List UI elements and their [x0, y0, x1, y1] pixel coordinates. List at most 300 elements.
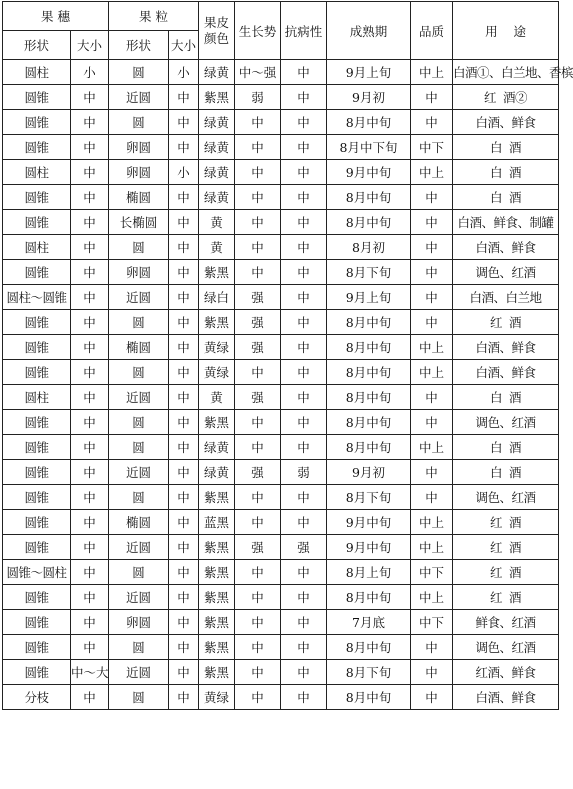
- cell-skin-color: 黄绿: [199, 360, 235, 385]
- cell-spike-shape: 圆锥: [3, 510, 71, 535]
- cell-spike-shape: 圆锥: [3, 335, 71, 360]
- cell-maturity: 8月下旬: [327, 485, 411, 510]
- header-berry: 果 粒: [109, 2, 199, 31]
- grape-variety-table: [2, 1, 573, 710]
- cell-vigor: 中: [235, 635, 281, 660]
- header-spike-shape: 形状: [3, 31, 71, 60]
- cell-quality: 中: [411, 635, 453, 660]
- table-body: [3, 60, 573, 710]
- header-spike-size: 大小: [71, 31, 109, 60]
- cell-skin-color: 绿黄: [199, 135, 235, 160]
- cell-maturity: 8月中旬: [327, 185, 411, 210]
- table-row: [3, 310, 559, 335]
- cell-disease-resistance: 中: [281, 560, 327, 585]
- cell-quality: 中上: [411, 510, 453, 535]
- cell-use: 红 酒: [453, 560, 559, 585]
- cell-maturity: 8月中旬: [327, 210, 411, 235]
- cell-spike-size: 中: [71, 260, 109, 285]
- cell-berry-shape: 椭圆: [109, 185, 169, 210]
- cell-berry-size: 中: [169, 135, 199, 160]
- cell-spike-shape: 圆柱～圆锥: [3, 285, 71, 310]
- cell-disease-resistance: 中: [281, 585, 327, 610]
- table-row: [3, 460, 559, 485]
- cell-skin-color: 紫黑: [199, 660, 235, 685]
- cell-vigor: 强: [235, 285, 281, 310]
- cell-quality: 中上: [411, 585, 453, 610]
- cell-disease-resistance: 中: [281, 410, 327, 435]
- cell-skin-color: 紫黑: [199, 310, 235, 335]
- cell-spike-size: 中: [71, 535, 109, 560]
- cell-use: 调色、红酒: [453, 410, 559, 435]
- cell-berry-size: 中: [169, 110, 199, 135]
- table-row: [3, 85, 559, 110]
- cell-disease-resistance: 中: [281, 385, 327, 410]
- cell-berry-size: 中: [169, 460, 199, 485]
- table-row: [3, 635, 559, 660]
- cell-spike-size: 中: [71, 560, 109, 585]
- cell-berry-size: 中: [169, 260, 199, 285]
- cell-use: 调色、红酒: [453, 635, 559, 660]
- cell-disease-resistance: 强: [281, 535, 327, 560]
- cell-skin-color: 绿黄: [199, 110, 235, 135]
- table-row: [3, 335, 559, 360]
- cell-spike-shape: 圆锥: [3, 135, 71, 160]
- cell-vigor: 中: [235, 360, 281, 385]
- table-row: [3, 110, 559, 135]
- cell-spike-shape: 圆锥～圆柱: [3, 560, 71, 585]
- cell-berry-shape: 椭圆: [109, 335, 169, 360]
- cell-disease-resistance: 中: [281, 610, 327, 635]
- cell-spike-size: 中: [71, 135, 109, 160]
- cell-quality: 中: [411, 660, 453, 685]
- cell-skin-color: 紫黑: [199, 585, 235, 610]
- cell-spike-shape: 圆柱: [3, 160, 71, 185]
- cell-skin-color: 绿黄: [199, 185, 235, 210]
- cell-vigor: 中: [235, 485, 281, 510]
- cell-use: 鲜食、红酒: [453, 610, 559, 635]
- cell-vigor: 中: [235, 410, 281, 435]
- cell-quality: 中: [411, 685, 453, 710]
- cell-quality: 中: [411, 235, 453, 260]
- cell-quality: 中: [411, 260, 453, 285]
- cell-skin-color: 黄: [199, 210, 235, 235]
- cell-quality: 中: [411, 110, 453, 135]
- cell-berry-shape: 圆: [109, 60, 169, 85]
- cell-maturity: 8月中旬: [327, 360, 411, 385]
- cell-use: 白酒、鲜食、制罐: [453, 210, 559, 235]
- cell-quality: 中: [411, 185, 453, 210]
- cell-berry-size: 中: [169, 360, 199, 385]
- table-row: [3, 260, 559, 285]
- cell-use: 红 酒: [453, 535, 559, 560]
- cell-berry-size: 中: [169, 385, 199, 410]
- cell-berry-size: 中: [169, 610, 199, 635]
- cell-maturity: 8月中旬: [327, 585, 411, 610]
- cell-disease-resistance: 中: [281, 485, 327, 510]
- cell-spike-size: 中: [71, 360, 109, 385]
- cell-maturity: 9月上旬: [327, 285, 411, 310]
- cell-quality: 中: [411, 210, 453, 235]
- table-row: [3, 560, 559, 585]
- cell-spike-size: 中: [71, 585, 109, 610]
- cell-vigor: 中: [235, 210, 281, 235]
- cell-use: 白酒、鲜食: [453, 110, 559, 135]
- cell-berry-shape: 卵圆: [109, 135, 169, 160]
- cell-disease-resistance: 中: [281, 185, 327, 210]
- cell-use: 白酒、白兰地: [453, 285, 559, 310]
- table-row: [3, 435, 559, 460]
- cell-skin-color: 紫黑: [199, 610, 235, 635]
- cell-berry-size: 小: [169, 160, 199, 185]
- cell-maturity: 9月初: [327, 85, 411, 110]
- table-row: [3, 535, 559, 560]
- table-row: [3, 510, 559, 535]
- cell-berry-size: 小: [169, 60, 199, 85]
- cell-spike-shape: 圆锥: [3, 260, 71, 285]
- cell-berry-shape: 圆: [109, 635, 169, 660]
- cell-spike-shape: 圆锥: [3, 610, 71, 635]
- table-row: [3, 360, 559, 385]
- cell-disease-resistance: 中: [281, 135, 327, 160]
- cell-maturity: 9月中旬: [327, 160, 411, 185]
- header-berry-shape: 形状: [109, 31, 169, 60]
- cell-spike-shape: 圆锥: [3, 635, 71, 660]
- cell-berry-size: 中: [169, 685, 199, 710]
- cell-disease-resistance: 中: [281, 285, 327, 310]
- header-vigor: 生长势: [235, 2, 281, 60]
- cell-maturity: 8月中旬: [327, 110, 411, 135]
- cell-disease-resistance: 中: [281, 110, 327, 135]
- cell-berry-shape: 卵圆: [109, 610, 169, 635]
- cell-vigor: 中: [235, 160, 281, 185]
- cell-berry-shape: 近圆: [109, 585, 169, 610]
- cell-disease-resistance: 中: [281, 210, 327, 235]
- cell-disease-resistance: 中: [281, 335, 327, 360]
- cell-skin-color: 紫黑: [199, 410, 235, 435]
- cell-berry-size: 中: [169, 285, 199, 310]
- cell-berry-shape: 圆: [109, 110, 169, 135]
- cell-quality: 中上: [411, 60, 453, 85]
- cell-vigor: 强: [235, 335, 281, 360]
- cell-skin-color: 紫黑: [199, 85, 235, 110]
- cell-spike-size: 中: [71, 385, 109, 410]
- cell-disease-resistance: 中: [281, 260, 327, 285]
- table-row: [3, 585, 559, 610]
- cell-spike-shape: 圆锥: [3, 185, 71, 210]
- cell-berry-size: 中: [169, 485, 199, 510]
- cell-vigor: 中～强: [235, 60, 281, 85]
- cell-use: 调色、红酒: [453, 260, 559, 285]
- cell-berry-size: 中: [169, 560, 199, 585]
- cell-skin-color: 绿黄: [199, 60, 235, 85]
- cell-spike-size: 中: [71, 460, 109, 485]
- cell-berry-size: 中: [169, 635, 199, 660]
- cell-maturity: 9月中旬: [327, 510, 411, 535]
- cell-vigor: 中: [235, 660, 281, 685]
- table-row: [3, 285, 559, 310]
- table-row: [3, 60, 559, 85]
- cell-berry-shape: 圆: [109, 360, 169, 385]
- cell-maturity: 7月底: [327, 610, 411, 635]
- cell-quality: 中下: [411, 560, 453, 585]
- table-row: [3, 160, 559, 185]
- cell-spike-size: 小: [71, 60, 109, 85]
- cell-berry-shape: 圆: [109, 685, 169, 710]
- cell-disease-resistance: 中: [281, 60, 327, 85]
- cell-maturity: 8月中旬: [327, 310, 411, 335]
- cell-berry-shape: 近圆: [109, 660, 169, 685]
- cell-berry-shape: 圆: [109, 410, 169, 435]
- cell-skin-color: 黄绿: [199, 685, 235, 710]
- cell-quality: 中: [411, 485, 453, 510]
- cell-vigor: 中: [235, 185, 281, 210]
- cell-spike-size: 中～大: [71, 660, 109, 685]
- cell-quality: 中: [411, 410, 453, 435]
- cell-maturity: 8月中旬: [327, 335, 411, 360]
- cell-berry-shape: 近圆: [109, 285, 169, 310]
- cell-vigor: 弱: [235, 85, 281, 110]
- cell-maturity: 8月下旬: [327, 660, 411, 685]
- cell-vigor: 中: [235, 435, 281, 460]
- cell-skin-color: 绿黄: [199, 160, 235, 185]
- cell-disease-resistance: 中: [281, 310, 327, 335]
- cell-vigor: 中: [235, 110, 281, 135]
- table-row: [3, 135, 559, 160]
- cell-berry-shape: 椭圆: [109, 510, 169, 535]
- cell-use: 白酒、鲜食: [453, 235, 559, 260]
- cell-berry-size: 中: [169, 85, 199, 110]
- cell-berry-shape: 近圆: [109, 535, 169, 560]
- cell-skin-color: 绿白: [199, 285, 235, 310]
- cell-use: 白 酒: [453, 135, 559, 160]
- table-row: [3, 410, 559, 435]
- cell-disease-resistance: 中: [281, 360, 327, 385]
- cell-berry-size: 中: [169, 510, 199, 535]
- cell-use: 红 酒: [453, 510, 559, 535]
- header-berry-size: 大小: [169, 31, 199, 60]
- cell-maturity: 9月初: [327, 460, 411, 485]
- cell-quality: 中上: [411, 360, 453, 385]
- cell-spike-size: 中: [71, 235, 109, 260]
- cell-berry-size: 中: [169, 410, 199, 435]
- cell-disease-resistance: 中: [281, 435, 327, 460]
- cell-berry-shape: 长椭圆: [109, 210, 169, 235]
- cell-spike-size: 中: [71, 310, 109, 335]
- cell-berry-shape: 卵圆: [109, 160, 169, 185]
- cell-spike-size: 中: [71, 685, 109, 710]
- cell-berry-shape: 圆: [109, 235, 169, 260]
- cell-skin-color: 绿黄: [199, 460, 235, 485]
- cell-quality: 中下: [411, 610, 453, 635]
- cell-quality: 中上: [411, 335, 453, 360]
- cell-spike-shape: 圆柱: [3, 60, 71, 85]
- cell-disease-resistance: 中: [281, 685, 327, 710]
- table-row: [3, 660, 559, 685]
- cell-spike-size: 中: [71, 285, 109, 310]
- cell-spike-shape: 圆锥: [3, 210, 71, 235]
- cell-vigor: 中: [235, 585, 281, 610]
- cell-quality: 中: [411, 285, 453, 310]
- cell-vigor: 中: [235, 510, 281, 535]
- cell-berry-size: 中: [169, 660, 199, 685]
- cell-quality: 中: [411, 310, 453, 335]
- cell-berry-shape: 圆: [109, 435, 169, 460]
- cell-skin-color: 紫黑: [199, 635, 235, 660]
- cell-use: 白 酒: [453, 185, 559, 210]
- cell-spike-size: 中: [71, 85, 109, 110]
- table-row: [3, 210, 559, 235]
- cell-spike-shape: 圆柱: [3, 235, 71, 260]
- cell-disease-resistance: 中: [281, 660, 327, 685]
- cell-spike-size: 中: [71, 110, 109, 135]
- cell-maturity: 8月中旬: [327, 385, 411, 410]
- cell-vigor: 中: [235, 560, 281, 585]
- cell-spike-shape: 圆锥: [3, 460, 71, 485]
- header-quality: 品质: [411, 2, 453, 60]
- cell-skin-color: 紫黑: [199, 535, 235, 560]
- cell-vigor: 中: [235, 235, 281, 260]
- table-row: [3, 185, 559, 210]
- cell-use: 红 酒②: [453, 85, 559, 110]
- cell-skin-color: 黄绿: [199, 335, 235, 360]
- cell-berry-size: 中: [169, 335, 199, 360]
- cell-spike-size: 中: [71, 410, 109, 435]
- cell-spike-shape: 圆柱: [3, 385, 71, 410]
- cell-use: 白酒①、白兰地、香槟: [453, 60, 559, 85]
- cell-use: 白 酒: [453, 160, 559, 185]
- cell-vigor: 中: [235, 610, 281, 635]
- cell-skin-color: 黄: [199, 385, 235, 410]
- cell-berry-size: 中: [169, 585, 199, 610]
- header-spike: 果 穗: [3, 2, 109, 31]
- cell-spike-size: 中: [71, 335, 109, 360]
- cell-berry-size: 中: [169, 185, 199, 210]
- cell-skin-color: 紫黑: [199, 260, 235, 285]
- cell-maturity: 8月中旬: [327, 410, 411, 435]
- cell-spike-size: 中: [71, 485, 109, 510]
- cell-berry-shape: 近圆: [109, 460, 169, 485]
- cell-disease-resistance: 中: [281, 235, 327, 260]
- cell-berry-shape: 近圆: [109, 85, 169, 110]
- cell-disease-resistance: 弱: [281, 460, 327, 485]
- cell-spike-shape: 圆锥: [3, 360, 71, 385]
- cell-berry-size: 中: [169, 235, 199, 260]
- cell-maturity: 9月上旬: [327, 60, 411, 85]
- cell-vigor: 中: [235, 685, 281, 710]
- cell-use: 红酒、鲜食: [453, 660, 559, 685]
- table-row: [3, 485, 559, 510]
- cell-berry-shape: 圆: [109, 560, 169, 585]
- cell-berry-shape: 圆: [109, 310, 169, 335]
- cell-maturity: 8月初: [327, 235, 411, 260]
- cell-quality: 中: [411, 385, 453, 410]
- cell-spike-shape: 圆锥: [3, 410, 71, 435]
- cell-spike-size: 中: [71, 435, 109, 460]
- cell-quality: 中上: [411, 435, 453, 460]
- cell-vigor: 强: [235, 385, 281, 410]
- cell-spike-shape: 圆锥: [3, 110, 71, 135]
- cell-use: 白 酒: [453, 460, 559, 485]
- cell-spike-size: 中: [71, 510, 109, 535]
- cell-berry-shape: 卵圆: [109, 260, 169, 285]
- cell-disease-resistance: 中: [281, 160, 327, 185]
- cell-vigor: 强: [235, 460, 281, 485]
- cell-use: 白酒、鲜食: [453, 685, 559, 710]
- cell-spike-size: 中: [71, 185, 109, 210]
- cell-quality: 中: [411, 85, 453, 110]
- cell-berry-shape: 圆: [109, 485, 169, 510]
- cell-quality: 中上: [411, 535, 453, 560]
- cell-use: 白 酒: [453, 385, 559, 410]
- cell-vigor: 中: [235, 135, 281, 160]
- cell-quality: 中: [411, 460, 453, 485]
- cell-skin-color: 蓝黑: [199, 510, 235, 535]
- cell-vigor: 中: [235, 260, 281, 285]
- cell-spike-shape: 圆锥: [3, 435, 71, 460]
- cell-maturity: 8月中旬: [327, 435, 411, 460]
- cell-use: 白酒、鲜食: [453, 360, 559, 385]
- cell-spike-size: 中: [71, 610, 109, 635]
- cell-vigor: 强: [235, 310, 281, 335]
- cell-skin-color: 黄: [199, 235, 235, 260]
- cell-quality: 中下: [411, 135, 453, 160]
- cell-maturity: 8月中旬: [327, 635, 411, 660]
- table-row: [3, 610, 559, 635]
- cell-maturity: 8月中下旬: [327, 135, 411, 160]
- cell-disease-resistance: 中: [281, 635, 327, 660]
- header-disease-resistance: 抗病性: [281, 2, 327, 60]
- cell-spike-shape: 圆锥: [3, 660, 71, 685]
- cell-maturity: 9月中旬: [327, 535, 411, 560]
- cell-berry-size: 中: [169, 435, 199, 460]
- table-row: [3, 385, 559, 410]
- table-row: [3, 235, 559, 260]
- cell-disease-resistance: 中: [281, 510, 327, 535]
- cell-maturity: 8月下旬: [327, 260, 411, 285]
- cell-use: 红 酒: [453, 310, 559, 335]
- header-row-1: [3, 2, 559, 31]
- cell-skin-color: 紫黑: [199, 560, 235, 585]
- cell-spike-size: 中: [71, 210, 109, 235]
- cell-berry-shape: 近圆: [109, 385, 169, 410]
- cell-spike-shape: 圆锥: [3, 485, 71, 510]
- header-maturity: 成熟期: [327, 2, 411, 60]
- cell-berry-size: 中: [169, 535, 199, 560]
- cell-maturity: 8月上旬: [327, 560, 411, 585]
- cell-skin-color: 紫黑: [199, 485, 235, 510]
- cell-disease-resistance: 中: [281, 85, 327, 110]
- table-row: [3, 685, 559, 710]
- header-use: 用 途: [453, 2, 559, 60]
- cell-berry-size: 中: [169, 310, 199, 335]
- cell-vigor: 强: [235, 535, 281, 560]
- cell-spike-size: 中: [71, 160, 109, 185]
- cell-spike-size: 中: [71, 635, 109, 660]
- cell-skin-color: 绿黄: [199, 435, 235, 460]
- cell-use: 调色、红酒: [453, 485, 559, 510]
- cell-use: 白 酒: [453, 435, 559, 460]
- header-skin-color: 果皮颜色: [199, 2, 235, 60]
- cell-spike-shape: 圆锥: [3, 585, 71, 610]
- cell-use: 红 酒: [453, 585, 559, 610]
- cell-use: 白酒、鲜食: [453, 335, 559, 360]
- cell-maturity: 8月中旬: [327, 685, 411, 710]
- cell-spike-shape: 圆锥: [3, 535, 71, 560]
- cell-spike-shape: 分枝: [3, 685, 71, 710]
- cell-quality: 中上: [411, 160, 453, 185]
- cell-spike-shape: 圆锥: [3, 85, 71, 110]
- cell-spike-shape: 圆锥: [3, 310, 71, 335]
